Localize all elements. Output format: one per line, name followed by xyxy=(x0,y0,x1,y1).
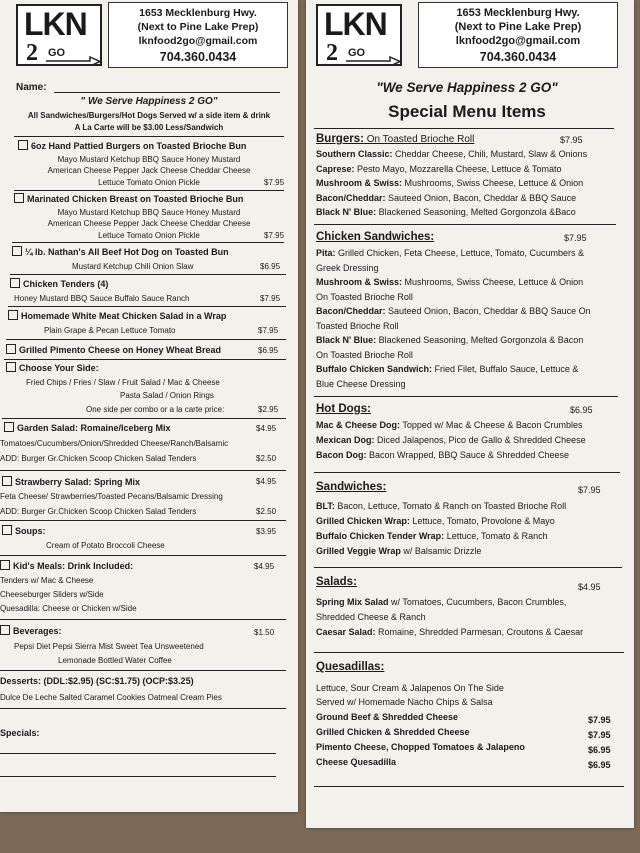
kids-option-3: Quesadilla: Cheese or Chicken w/Side xyxy=(0,604,137,613)
menu-item-name: Bacon/Cheddar: xyxy=(316,192,386,203)
pimento-title-text: Grilled Pimento Cheese on Honey Wheat Bread xyxy=(19,345,222,355)
menu-item-desc: Cheddar Cheese, Chili, Mustard, Slaw & Onions xyxy=(392,149,588,159)
menu-item-line xyxy=(316,450,569,460)
menu-item-line xyxy=(316,350,413,360)
logo-go: GO xyxy=(48,47,66,59)
divider xyxy=(314,652,624,653)
burger-toppings-1: Mayo Mustard Ketchup BBQ Sauce Honey Mustard xyxy=(57,155,241,164)
special-menu-title: Special Menu Items xyxy=(388,102,546,121)
kids-option-2: Cheeseburger Sliders w/Side xyxy=(0,590,104,599)
menu-item-line xyxy=(316,516,555,526)
menu-item-desc: Diced Jalapenos, Pico de Gallo & Shredded Cheese xyxy=(374,435,586,445)
sandwiches-price: $7.95 xyxy=(578,485,601,495)
menu-item-line xyxy=(316,149,587,159)
menu-item-name: Caesar Salad: xyxy=(316,627,376,637)
menu-item-name: Spring Mix Salad xyxy=(316,597,389,607)
divider xyxy=(0,470,286,471)
menu-item-desc: On Toasted Brioche Roll xyxy=(316,291,413,302)
phone: 704.360.0434 xyxy=(159,50,237,64)
side-title xyxy=(6,362,99,373)
logo-text: LKN xyxy=(24,6,87,42)
menu-item-line xyxy=(316,164,561,174)
menu-item-desc: Sauteed Onion, Bacon, Cheddar & BBQ Sauce On xyxy=(385,306,591,316)
checkbox[interactable] xyxy=(8,310,18,320)
address-note: (Next to Pine Lake Prep) xyxy=(137,21,259,33)
chicken-toppings-2: American Cheese Pepper Jack Cheese Cheddar Cheese xyxy=(47,219,251,228)
menu-item-name: Grilled Chicken Wrap: xyxy=(316,516,410,526)
specials-line-1[interactable] xyxy=(0,753,276,754)
burger-toppings-3: Lettuce Tomato Onion Pickle xyxy=(98,178,200,187)
menu-item-desc: Lettuce, Tomato, Provolone & Mayo xyxy=(409,516,555,526)
divider xyxy=(14,136,284,137)
specials-label: Specials: xyxy=(0,728,40,738)
menu-item-line xyxy=(316,292,413,302)
right-slogan: "We Serve Happiness 2 GO" xyxy=(376,80,558,95)
quesadilla-item: Cheese Quesadilla xyxy=(316,757,397,767)
divider xyxy=(10,274,286,275)
note-line-1: All Sandwiches/Burgers/Hot Dogs Served w/ a side item & drink xyxy=(27,111,271,120)
hotdogs-title: Hot Dogs: xyxy=(316,403,371,415)
beverages-options-1: Pepsi Diet Pepsi Sierra Mist Sweet Tea Unsweetened xyxy=(14,642,204,651)
strawberry-add-price: $2.50 xyxy=(256,507,277,516)
beverages-title-text: Beverages: xyxy=(13,626,62,636)
wrap-title xyxy=(8,310,226,321)
tenders-sauces: Honey Mustard BBQ Sauce Buffalo Sauce Ranch xyxy=(14,294,190,303)
menu-item-name: Mushroom & Swiss: xyxy=(316,178,403,188)
menu-item-line xyxy=(316,178,583,188)
wrap-price: $7.95 xyxy=(258,326,279,335)
chicken-sandwiches-price: $7.95 xyxy=(564,233,587,243)
menu-item-line xyxy=(316,248,584,258)
kids-price: $4.95 xyxy=(254,562,275,571)
checkbox[interactable] xyxy=(6,344,16,354)
side-price: $2.95 xyxy=(258,405,279,414)
wrap-title-text: Homemade White Meat Chicken Salad in a Wrap xyxy=(21,311,227,321)
menu-item-line xyxy=(316,627,583,637)
menu-item-line xyxy=(316,193,576,203)
garden-title-text: Garden Salad: Romaine/Iceberg Mix xyxy=(17,423,171,433)
salads-price: $4.95 xyxy=(578,582,601,592)
divider xyxy=(12,242,284,243)
soups-options: Cream of Potato Broccoli Cheese xyxy=(46,541,165,550)
wrap-options: Plain Grape & Pecan Lettuce Tomato xyxy=(44,326,176,335)
menu-item-line xyxy=(316,501,566,511)
address: 1653 Mecklenburg Hwy. xyxy=(139,7,257,19)
email: lknfood2go@gmail.com xyxy=(138,35,258,47)
checkbox[interactable] xyxy=(4,422,14,432)
quesadillas-note-2: Served w/ Homemade Nacho Chips & Salsa xyxy=(316,697,493,707)
menu-item-desc: Bacon, Lettuce, Tomato & Ranch on Toasted Brioche Roll xyxy=(334,501,567,511)
email: lknfood2go@gmail.com xyxy=(455,35,581,47)
menu-item-name: Mexican Dog: xyxy=(316,435,375,445)
soups-title xyxy=(2,525,46,536)
side-options-2: Pasta Salad / Onion Rings xyxy=(120,391,214,400)
menu-item-desc: Blackened Seasoning, Melted Gorgonzola & Bacon xyxy=(376,335,584,345)
garden-title xyxy=(4,422,171,433)
menu-item-name: Buffalo Chicken Tender Wrap: xyxy=(316,531,445,541)
menu-item-line xyxy=(316,321,399,331)
checkbox[interactable] xyxy=(18,140,28,150)
menu-item-name: Bacon Dog: xyxy=(316,450,367,460)
menu-item-name: Mac & Cheese Dog: xyxy=(316,420,401,430)
soups-title-text: Soups: xyxy=(15,526,46,536)
chicken-price: $7.95 xyxy=(264,231,285,240)
menu-item-line xyxy=(316,335,583,345)
note-line-2: A La Carte will be $3.00 Less/Sandwich xyxy=(74,123,224,132)
salads-title: Salads: xyxy=(316,576,357,588)
tenders-title-text: Chicken Tenders (4) xyxy=(23,279,109,289)
quesadillas-note-1: Lettuce, Sour Cream & Jalapenos On The Side xyxy=(316,683,504,693)
kids-title xyxy=(0,560,133,571)
divider xyxy=(0,555,286,556)
menu-item-desc: Toasted Brioche Roll xyxy=(316,320,399,331)
phone: 704.360.0434 xyxy=(479,50,557,64)
menu-item-line xyxy=(316,531,548,541)
menu-item-name: Black N' Blue: xyxy=(316,335,377,345)
menu-item-desc: Pesto Mayo, Mozzarella Cheese, Lettuce & Tomato xyxy=(354,163,562,174)
divider xyxy=(0,520,286,521)
name-label: Name: xyxy=(16,82,47,93)
side-price-note: One side per combo or a la carte price: xyxy=(86,405,225,414)
menu-item-name: Grilled Veggie Wrap xyxy=(316,546,401,556)
checkbox[interactable] xyxy=(10,278,20,288)
divider xyxy=(314,128,614,129)
menu-item-line xyxy=(316,435,586,445)
menu-item-name: Pita: xyxy=(316,248,336,258)
checkbox[interactable] xyxy=(6,362,16,372)
menu-item-desc: Mushrooms, Swiss Cheese, Lettuce & Onion xyxy=(402,277,584,287)
logo-text: LKN xyxy=(324,6,387,42)
menu-item-desc: Grilled Chicken, Feta Cheese, Lettuce, Tomato, Cucumbers & xyxy=(335,248,584,258)
quesadilla-item: Ground Beef & Shredded Cheese xyxy=(316,712,459,722)
divider xyxy=(4,359,286,360)
menu-item-line xyxy=(316,612,426,622)
divider xyxy=(314,472,620,473)
menu-item-line xyxy=(316,597,566,607)
strawberry-add: ADD: Burger Gr.Chicken Scoop Chicken Salad Tenders xyxy=(0,507,197,516)
chicken-sandwiches-title: Chicken Sandwiches: xyxy=(316,231,435,243)
garden-add-price: $2.50 xyxy=(256,454,277,463)
address: 1653 Mecklenburg Hwy. xyxy=(456,7,580,19)
quesadilla-item: Pimento Cheese, Chopped Tomatoes & Jalapeno xyxy=(316,742,525,752)
divider xyxy=(0,619,286,620)
divider xyxy=(314,567,622,568)
menu-item-line xyxy=(316,420,582,430)
divider xyxy=(0,708,286,709)
menu-item-line xyxy=(316,207,576,217)
hotdog-price: $6.95 xyxy=(260,262,281,271)
logo-go: GO xyxy=(348,47,366,59)
left-header xyxy=(0,0,298,72)
menu-item-line xyxy=(316,364,578,374)
menu-item-name: Black N' Blue: xyxy=(316,207,377,217)
lkn-logo xyxy=(316,4,402,66)
burger-price: $7.95 xyxy=(264,178,285,187)
menu-item-name: Southern Classic: xyxy=(316,149,393,159)
left-slogan: " We Serve Happiness 2 GO" xyxy=(80,96,218,107)
menu-item-desc: Greek Dressing xyxy=(316,262,379,273)
checkbox[interactable] xyxy=(12,246,22,256)
burgers-price: $7.95 xyxy=(560,135,583,145)
checkbox[interactable] xyxy=(2,525,12,535)
logo-2: 2 xyxy=(26,40,38,66)
address-box xyxy=(418,2,618,68)
burger-title xyxy=(18,140,246,151)
menu-item-desc: Blackened Seasoning, Melted Gorgonzola &Baco xyxy=(376,207,576,217)
hotdogs-price: $6.95 xyxy=(570,405,593,415)
menu-item-line xyxy=(316,546,481,556)
divider xyxy=(8,306,286,307)
strawberry-price: $4.95 xyxy=(256,477,277,486)
hotdog-title xyxy=(12,246,229,257)
pimento-price: $6.95 xyxy=(258,346,279,355)
menu-item-desc: w/ Balsamic Drizzle xyxy=(400,546,482,556)
right-menu-sheet xyxy=(306,0,634,828)
checkbox[interactable] xyxy=(0,560,10,570)
menu-item-name: Mushroom & Swiss: xyxy=(316,277,403,287)
menu-item-desc: On Toasted Brioche Roll xyxy=(316,349,413,360)
checkbox[interactable] xyxy=(14,193,24,203)
hotdog-title-text: ¼ lb. Nathan's All Beef Hot Dog on Toasted Bun xyxy=(25,247,229,257)
burgers-title: Burgers: xyxy=(316,133,364,145)
kids-option-1: Tenders w/ Mac & Cheese xyxy=(0,576,94,585)
divider xyxy=(0,670,286,671)
strawberry-ingredients: Feta Cheese/ Strawberries/Toasted Pecans/Balsamic Dressing xyxy=(0,492,223,501)
burgers-heading xyxy=(316,133,474,145)
quesadilla-price: $7.95 xyxy=(588,730,611,740)
menu-item-line xyxy=(316,306,591,316)
logo-2: 2 xyxy=(326,40,338,66)
divider xyxy=(314,786,624,787)
menu-item-name: Bacon/Cheddar: xyxy=(316,306,386,316)
garden-add: ADD: Burger Gr.Chicken Scoop Chicken Salad Tenders xyxy=(0,454,197,463)
garden-price: $4.95 xyxy=(256,424,277,433)
menu-item-desc: w/ Tomatoes, Cucumbers, Bacon Crumbles, xyxy=(388,597,567,607)
chicken-title xyxy=(14,193,243,204)
burger-toppings-2: American Cheese Pepper Jack Cheese Cheddar Cheese xyxy=(47,166,251,175)
chicken-title-text: Marinated Chicken Breast on Toasted Brioche Bun xyxy=(27,194,244,204)
menu-item-name: Buffalo Chicken Sandwich: xyxy=(316,364,433,374)
menu-item-desc: Topped w/ Mac & Cheese & Bacon Crumbles xyxy=(400,420,583,430)
quesadilla-price: $6.95 xyxy=(588,760,611,770)
tenders-price: $7.95 xyxy=(260,294,281,303)
quesadillas-title: Quesadillas: xyxy=(316,661,385,673)
left-menu-sheet xyxy=(0,0,298,812)
lkn-logo xyxy=(16,4,102,66)
beverages-options-2: Lemonade Bottled Water Coffee xyxy=(58,656,172,665)
beverages-title xyxy=(0,625,62,636)
menu-item-line xyxy=(316,263,379,273)
divider xyxy=(14,190,284,191)
burger-title-text: 6oz Hand Pattied Burgers on Toasted Brioche Bun xyxy=(31,141,247,151)
menu-item-desc: Sauteed Onion, Bacon, Cheddar & BBQ Sauce xyxy=(385,192,577,203)
pimento-title xyxy=(6,344,221,355)
menu-item-desc: Mushrooms, Swiss Cheese, Lettuce & Onion xyxy=(402,178,584,188)
divider xyxy=(2,418,286,419)
divider xyxy=(314,396,618,397)
quesadilla-price: $7.95 xyxy=(588,715,611,725)
sandwiches-title: Sandwiches: xyxy=(316,481,387,493)
menu-item-desc: Bacon Wrapped, BBQ Sauce & Shredded Cheese xyxy=(366,450,569,460)
quesadilla-item: Grilled Chicken & Shredded Cheese xyxy=(316,727,470,737)
right-header xyxy=(306,0,634,72)
address-box xyxy=(108,2,288,68)
beverages-price: $1.50 xyxy=(254,628,275,637)
name-line[interactable] xyxy=(54,92,280,93)
menu-item-name: BLT: xyxy=(316,501,335,511)
kids-title-text: Kid's Meals: Drink Included: xyxy=(13,561,134,571)
soups-price: $3.95 xyxy=(256,527,277,536)
side-options-1: Fried Chips / Fries / Slaw / Fruit Salad / Mac & Cheese xyxy=(26,378,220,387)
chicken-toppings-3: Lettuce Tomato Onion Pickle xyxy=(98,231,200,240)
menu-item-line xyxy=(316,379,406,389)
desserts-options: Dulce De Leche Salted Caramel Cookies Oatmeal Cream Pies xyxy=(0,693,222,702)
menu-item-desc: Lettuce, Tomato & Ranch xyxy=(444,531,548,541)
side-title-text: Choose Your Side: xyxy=(19,363,99,373)
address-note: (Next to Pine Lake Prep) xyxy=(454,21,582,33)
divider xyxy=(314,224,616,225)
menu-item-desc: Shredded Cheese & Ranch xyxy=(316,612,426,622)
menu-item-desc: Blue Cheese Dressing xyxy=(316,378,406,389)
divider xyxy=(6,339,286,340)
menu-item-desc: Romaine, Shredded Parmesan, Croutons & Caesar xyxy=(375,627,584,637)
checkbox[interactable] xyxy=(2,476,12,486)
strawberry-title xyxy=(2,476,140,487)
menu-item-line xyxy=(316,277,583,287)
burgers-sub: On Toasted Brioche Roll xyxy=(363,134,475,145)
strawberry-title-text: Strawberry Salad: Spring Mix xyxy=(15,477,141,487)
tenders-title xyxy=(10,278,108,289)
garden-ingredients: Tomatoes/Cucumbers/Onion/Shredded Cheese/Ranch/Balsamic xyxy=(0,439,229,448)
chicken-toppings-1: Mayo Mustard Ketchup BBQ Sauce Honey Mustard xyxy=(57,208,241,217)
menu-item-name: Caprese: xyxy=(316,163,355,174)
checkbox[interactable] xyxy=(0,625,10,635)
specials-line-2[interactable] xyxy=(0,776,276,777)
quesadilla-price: $6.95 xyxy=(588,745,611,755)
hotdog-toppings: Mustard Ketchup Chili Onion Slaw xyxy=(72,262,194,271)
menu-item-desc: Fried Filet, Buffalo Sauce, Lettuce & xyxy=(432,364,579,374)
desserts-title: Desserts: (DDL:$2.95) (SC:$1.75) (OCP:$3.25) xyxy=(0,676,194,686)
